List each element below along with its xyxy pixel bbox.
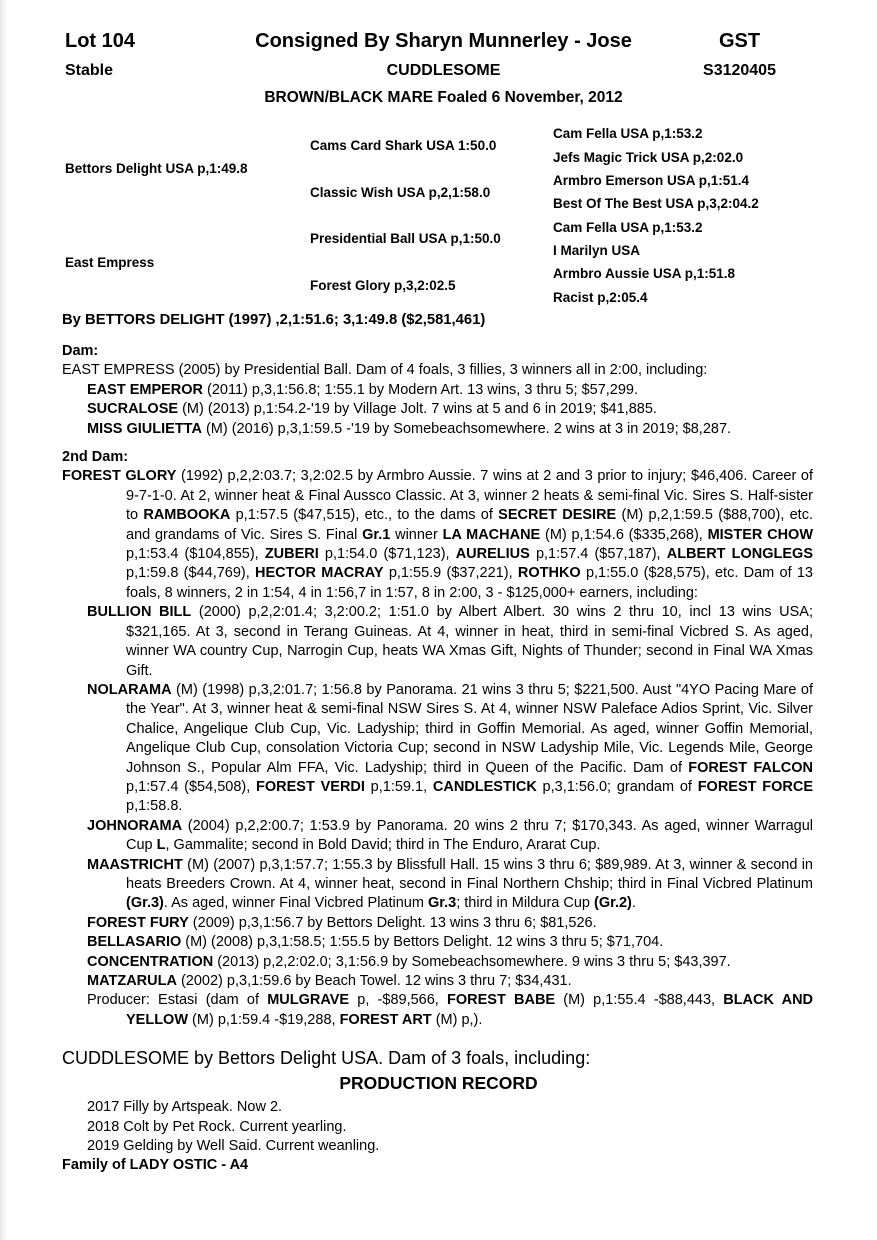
pedigree-parent: Bettors Delight USA p,1:49.8 bbox=[65, 161, 248, 177]
second-dam-entry: FOREST GLORY (1992) p,2,2:03.7; 3,2:02.5 by Armbro Aussie. 7 wins at 2 and 3 prior to injury; $46,406. Career of 9-7-1-0. At 2, winner heat & Final Aussco Classic. At 3, winner 2 heats & semi-final Vic. Sires S. Half-sister to RAMBOOKA p,1:57.5 ($47,515), etc., to the dams of SECRET DESIRE (M) p,2,1:59.5 ($88,700), etc. and grandams of Vic. Sires S. Final Gr.1 winner LA MACHANE (M) p,1:54.6 ($335,268), MISTER CHOW p,1:53.4 ($104,855), ZUBERI p,1:54.0 ($71,123), AURELIUS p,1:57.4 ($57,187), ALBERT LONGLEGS p,1:59.8 ($44,769), HECTOR MACRAY p,1:55.9 ($37,221), ROTHKO p,1:55.0 ($28,575), etc. Dam of 13 foals, 8 winners, 2 in 1:54, 4 in 1:56,7 in 1:57, 8 in 2:00, 3 - $125,000+ earners, including: bbox=[62, 468, 814, 601]
dam-entry: EAST EMPRESS (2005) by Presidential Ball. Dam of 4 foals, 3 fillies, 3 winners all in 2:00, including: bbox=[62, 362, 708, 379]
horse-description: BROWN/BLACK MARE Foaled 6 November, 2012 bbox=[264, 89, 623, 106]
horse-name: CUDDLESOME bbox=[386, 62, 501, 79]
pedigree-grandparent: Presidential Ball USA p,1:50.0 bbox=[310, 231, 501, 247]
stable-label: Stable bbox=[65, 62, 114, 79]
pedigree-great-grandparent: I Marilyn USA bbox=[553, 243, 641, 259]
pedigree-great-grandparent: Armbro Aussie USA p,1:51.8 bbox=[553, 266, 736, 282]
pedigree-great-grandparent: Armbro Emerson USA p,1:51.4 bbox=[553, 172, 750, 188]
dam-entry: SUCRALOSE (M) (2013) p,1:54.2-'19 by Village Jolt. 7 wins at 5 and 6 in 2019; $41,885. bbox=[87, 401, 657, 418]
production-entries bbox=[87, 1098, 877, 1156]
registration-number: S3120405 bbox=[703, 62, 776, 79]
pedigree-great-grandparent: Racist p,2:05.4 bbox=[553, 289, 648, 305]
second-dam-entry: MATZARULA (2002) p,3,1:59.6 by Beach Towel. 12 wins 3 thru 7; $34,431. bbox=[87, 973, 572, 989]
pedigree-generation-3 bbox=[553, 122, 815, 309]
dam-section-label: Dam: bbox=[62, 343, 99, 359]
second-dam-entry: Producer: Estasi (dam of MULGRAVE p, -$89,566, FOREST BABE (M) p,1:55.4 -$88,443, BLACK AND YELLOW (M) p,1:59.4 -$19,288, FOREST ART (M) p,). bbox=[87, 992, 814, 1028]
pedigree-grandparent: Forest Glory p,3,2:02.5 bbox=[310, 278, 456, 294]
dam-entry: MISS GIULIETTA (M) (2016) p,3,1:59.5 -'19 by Somebeachsomewhere. 2 wins at 3 in 2019; $8,287. bbox=[87, 420, 732, 437]
pedigree-grandparent: Classic Wish USA p,2,1:58.0 bbox=[310, 184, 491, 200]
production-entry: 2018 Colt by Pet Rock. Current yearling. bbox=[87, 1118, 347, 1135]
second-dam-entry: MAASTRICHT (M) (2007) p,3,1:57.7; 1:55.3 by Blissfull Hall. 15 wins 3 thru 6; $89,989. At 3, winner & second in heats Breeders Crown. At 4, winner heat, second in Final Northern Chship; third in Final Vicbred Platinum (Gr.3). As aged, winner Final Vicbred Platinum Gr.3; third in Mildura Cup (Gr.2). bbox=[87, 856, 813, 912]
second-dam-entry: JOHNORAMA (2004) p,2,2:00.7; 1:53.9 by Panorama. 20 wins 2 thru 7; $170,343. As aged, winner Warragul Cup L, Gammalite; second in Bold David; third in The Enduro, Ararat Cup. bbox=[87, 817, 813, 854]
second-dam-entry: NOLARAMA (M) (1998) p,3,2:01.7; 1:56.8 by Panorama. 21 wins 3 thru 5; $221,500. Aust "4YO Pacing Mare of the Year". At 3, winner heat & semi-final NSW Sires S. At 4, winner NSW Paleface Adios Sprint, Vic. Silver Chalice, Angelique Club Cup, Vic. Ladyship; third in Goffin Memorial. As aged, winner Goffin Memorial, Angelique Club Cup, consolation Victoria Cup; second in NSW Ladyship Mile, Vic. Legends Mile, George Johnson S., Popular Alm FFA, Vic. Ladyship; third in Queen of the Pacific. Dam of FOREST FALCON p,1:57.4 ($54,508), FOREST VERDI p,1:59.1, CANDLESTICK p,3,1:56.0; grandam of FOREST FORCE p,1:58.8. bbox=[87, 681, 814, 815]
dam-entry: EAST EMPEROR (2011) p,3,1:56.8; 1:55.1 by Modern Art. 13 wins, 3 thru 5; $57,299. bbox=[87, 381, 639, 398]
dam-section-body bbox=[62, 361, 813, 439]
second-dam-entry: CONCENTRATION (2013) p,2,2:02.0; 3,1:56.9 by Somebeachsomewhere. 9 wins 3 thru 5; $43,397. bbox=[87, 953, 731, 970]
pedigree-great-grandparent: Jefs Magic Trick USA p,2:02.0 bbox=[553, 149, 744, 165]
header-row-2 bbox=[65, 62, 822, 80]
consignor: Consigned By Sharyn Munnerley - Jose bbox=[255, 30, 632, 52]
header bbox=[0, 0, 877, 107]
family-line: Family of LADY OSTIC - A4 bbox=[62, 1157, 249, 1174]
lot-number: Lot 104 bbox=[65, 30, 136, 52]
gst-flag: GST bbox=[718, 30, 761, 52]
second-dam-section-body bbox=[62, 467, 813, 1030]
second-dam-section-label: 2nd Dam: bbox=[62, 449, 129, 466]
second-dam-entry: BULLION BILL (2000) p,2,2:01.4; 3,2:00.2; 1:51.0 by Albert Albert. 30 wins 2 thru 10, incl 13 wins USA; $321,165. At 3, second in Terang Guineas. At 4, winner in heat, third in semi-final Vicbred S. As aged, winner WA country Cup, Narrogin Cup, heats WA Xmas Gift, Nights of Thunder; second in Final WA Xmas Gift. bbox=[87, 604, 813, 679]
header-row-1 bbox=[65, 0, 822, 53]
second-dam-entry: FOREST FURY (2009) p,3,1:56.7 by Bettors Delight. 13 wins 3 thru 6; $81,526. bbox=[87, 914, 597, 931]
production-dam-line: CUDDLESOME by Bettors Delight USA. Dam of 3 foals, including: bbox=[62, 1048, 591, 1069]
pedigree-grandparent: Cams Card Shark USA 1:50.0 bbox=[310, 137, 497, 153]
second-dam-entry: BELLASARIO (M) (2008) p,3,1:58.5; 1:55.5 by Bettors Delight. 12 wins 3 thru 5; $71,704. bbox=[87, 934, 664, 951]
pedigree-notes bbox=[62, 342, 813, 1030]
pedigree-parent: East Empress bbox=[65, 254, 155, 270]
pedigree-great-grandparent: Best Of The Best USA p,3,2:04.2 bbox=[553, 196, 759, 212]
production-record bbox=[0, 1047, 877, 1175]
pedigree-generation-1 bbox=[65, 122, 310, 309]
production-entry: 2019 Gelding by Well Said. Current weanling. bbox=[87, 1137, 380, 1154]
production-record-title: PRODUCTION RECORD bbox=[339, 1073, 538, 1094]
pedigree-generation-2 bbox=[310, 122, 553, 309]
pedigree-great-grandparent: Cam Fella USA p,1:53.2 bbox=[553, 126, 703, 142]
pedigree-great-grandparent: Cam Fella USA p,1:53.2 bbox=[553, 219, 703, 235]
production-entry: 2017 Filly by Artspeak. Now 2. bbox=[87, 1099, 283, 1116]
pedigree-table bbox=[65, 122, 815, 309]
sire-summary-line: By BETTORS DELIGHT (1997) ,2,1:51.6; 3,1:49.8 ($2,581,461) bbox=[62, 312, 486, 328]
